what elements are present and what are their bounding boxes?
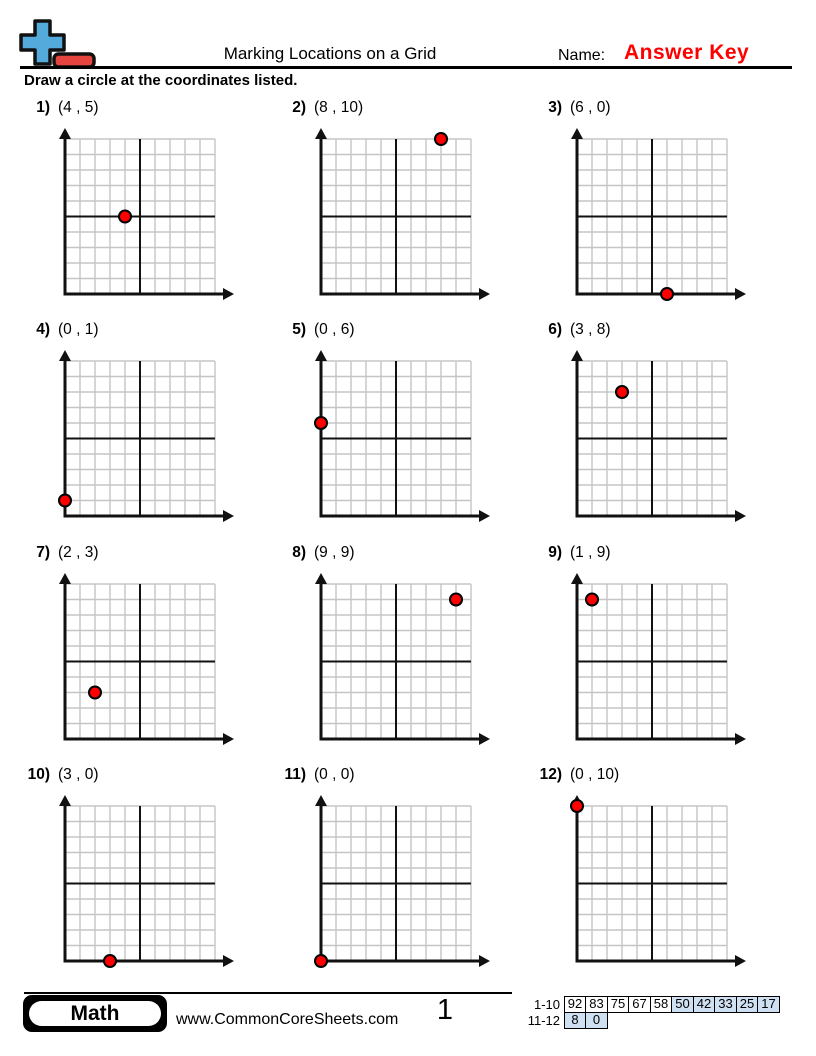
subject-badge [23, 995, 167, 1032]
problem-coordinates: (4 , 5) [58, 99, 99, 116]
problem-label [20, 321, 98, 339]
problem-cell [532, 766, 772, 980]
page-title: Marking Locations on a Grid [223, 44, 437, 63]
instruction-text: Draw a circle at the coordinates listed. [24, 72, 298, 89]
answer-dot [450, 594, 462, 606]
problem-cell [532, 544, 772, 758]
answer-dot [89, 687, 101, 699]
y-axis-arrow-icon [315, 350, 327, 361]
score-table-row [514, 1012, 780, 1029]
problem-label [532, 766, 619, 784]
coordinate-grid [565, 349, 749, 527]
y-axis-arrow-icon [315, 573, 327, 584]
problem-cell [20, 99, 260, 313]
score-cell: 92 [564, 996, 587, 1013]
x-axis-arrow-icon [479, 955, 490, 967]
problem-number: 9) [548, 544, 562, 561]
score-cell: 58 [650, 996, 673, 1013]
score-cell: 50 [671, 996, 694, 1013]
page-number: 1 [436, 994, 454, 1026]
problem-coordinates: (3 , 8) [570, 321, 611, 338]
problem-label [20, 544, 98, 562]
problem-label [532, 544, 610, 562]
problem-label [20, 766, 98, 784]
problem-label [20, 99, 98, 117]
problem-cell [276, 321, 516, 535]
score-cell: 67 [628, 996, 651, 1013]
answer-dot [661, 288, 673, 300]
answer-key-text: Answer Key [624, 41, 750, 64]
score-table-row [514, 996, 780, 1013]
answer-dot [104, 955, 116, 967]
x-axis-arrow-icon [735, 288, 746, 300]
problem-label [276, 544, 354, 562]
score-cell: 42 [693, 996, 716, 1013]
problem-coordinates: (9 , 9) [314, 544, 355, 561]
problem-number: 1) [36, 99, 50, 116]
score-cell: 83 [585, 996, 608, 1013]
y-axis-arrow-icon [59, 350, 71, 361]
x-axis-arrow-icon [223, 733, 234, 745]
problem-number: 11) [284, 766, 306, 783]
problem-number: 12) [539, 766, 562, 783]
problem-label [276, 321, 354, 339]
coordinate-grid [309, 794, 493, 972]
score-cell: 17 [757, 996, 780, 1013]
problem-number: 6) [548, 321, 562, 338]
x-axis-arrow-icon [479, 733, 490, 745]
problem-cell [276, 99, 516, 313]
problem-number: 4) [36, 321, 50, 338]
problem-cell [20, 766, 260, 980]
problem-cell [20, 544, 260, 758]
score-row-label: 1-10 [533, 997, 560, 1012]
y-axis-arrow-icon [571, 350, 583, 361]
y-axis-arrow-icon [571, 128, 583, 139]
score-cell: 0 [585, 1012, 608, 1029]
header-divider [20, 66, 792, 69]
y-axis-arrow-icon [59, 128, 71, 139]
problem-number: 3) [548, 99, 562, 116]
commoncoresheets-logo [14, 18, 96, 70]
problem-coordinates: (8 , 10) [314, 99, 364, 116]
answer-dot [571, 800, 583, 812]
problem-label [532, 99, 610, 117]
coordinate-grid [53, 794, 237, 972]
problem-coordinates: (3 , 0) [58, 766, 99, 783]
x-axis-arrow-icon [479, 288, 490, 300]
x-axis-arrow-icon [735, 733, 746, 745]
y-axis-arrow-icon [571, 573, 583, 584]
name-label: Name: [558, 47, 606, 64]
problem-label [276, 766, 354, 784]
problem-number: 7) [36, 544, 50, 561]
problem-coordinates: (0 , 0) [314, 766, 355, 783]
coordinate-grid [309, 127, 493, 305]
problem-number: 10) [27, 766, 50, 783]
x-axis-arrow-icon [735, 510, 746, 522]
problem-cell [532, 99, 772, 313]
score-cell: 25 [736, 996, 759, 1013]
coordinate-grid [565, 127, 749, 305]
problem-coordinates: (0 , 6) [314, 321, 355, 338]
coordinate-grid [53, 127, 237, 305]
problem-number: 5) [292, 321, 306, 338]
y-axis-arrow-icon [315, 128, 327, 139]
answer-dot [315, 955, 327, 967]
x-axis-arrow-icon [223, 955, 234, 967]
coordinate-grid [309, 349, 493, 527]
x-axis-arrow-icon [223, 288, 234, 300]
answer-dot [586, 594, 598, 606]
problem-coordinates: (6 , 0) [570, 99, 611, 116]
x-axis-arrow-icon [223, 510, 234, 522]
coordinate-grid [565, 794, 749, 972]
x-axis-arrow-icon [735, 955, 746, 967]
problem-coordinates: (1 , 9) [570, 544, 611, 561]
answer-dot [315, 417, 327, 429]
problem-cell [20, 321, 260, 535]
coordinate-grid [309, 572, 493, 750]
website-url: www.CommonCoreSheets.com [176, 1011, 399, 1028]
answer-dot [59, 495, 71, 507]
score-cell: 75 [607, 996, 630, 1013]
y-axis-arrow-icon [315, 795, 327, 806]
y-axis-arrow-icon [59, 573, 71, 584]
problem-label [532, 321, 610, 339]
problem-number: 8) [292, 544, 306, 561]
subject-badge-label: Math [29, 1001, 161, 1026]
problem-coordinates: (0 , 10) [570, 766, 620, 783]
problem-coordinates: (2 , 3) [58, 544, 99, 561]
score-cell: 33 [714, 996, 737, 1013]
problem-coordinates: (0 , 1) [58, 321, 99, 338]
answer-dot [435, 133, 447, 145]
answer-dot [616, 386, 628, 398]
problem-cell [532, 321, 772, 535]
score-cell: 8 [564, 1012, 587, 1029]
coordinate-grid [565, 572, 749, 750]
problem-cell [276, 766, 516, 980]
score-row-label: 11-12 [527, 1012, 560, 1028]
x-axis-arrow-icon [479, 510, 490, 522]
y-axis-arrow-icon [59, 795, 71, 806]
answer-dot [119, 211, 131, 223]
score-table [514, 996, 780, 1029]
coordinate-grid [53, 349, 237, 527]
problem-number: 2) [292, 99, 306, 116]
problem-label [276, 99, 363, 117]
coordinate-grid [53, 572, 237, 750]
problem-cell [276, 544, 516, 758]
